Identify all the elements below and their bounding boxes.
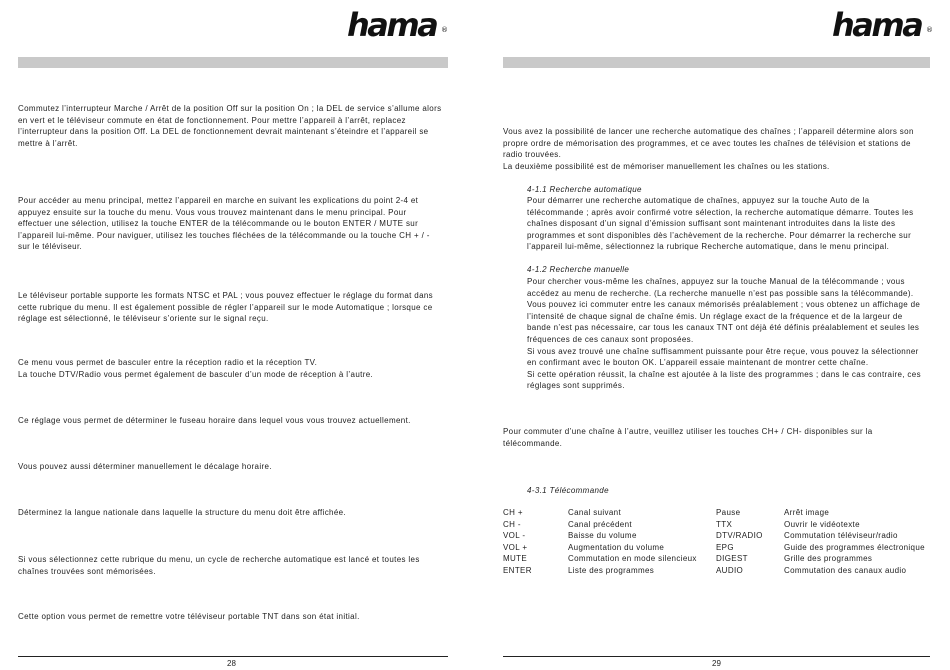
table-row [503, 553, 934, 565]
hama-logo: hama [832, 6, 922, 44]
registered-mark: ® [441, 26, 448, 34]
key-function: Commutation des canaux audio [784, 565, 907, 575]
auto-search-heading: 4-1.1 Recherche automatique [527, 185, 642, 194]
key-function: Liste des programmes [568, 565, 655, 575]
channel-switch-text: Pour commuter d’une chaîne à l’autre, veuillez utiliser les touches CH+ / CH- disponibles sur la télécommande. [503, 427, 873, 448]
power-switch-text: Commutez l’interrupteur Marche / Arrêt de la position Off sur la position On ; la DEL de service s’allume alors en vert et le téléviseur commute en état de fonctionnement. Pour mettre l’appareil à l’arrêt, replacez l’interrupteur dans la position Off. La DEL de fonctionnement devrait maintenant s’éteindre et l’appareil se mettre à l’arrêt. [18, 104, 442, 148]
key-name: EPG [716, 542, 734, 552]
key-name: DIGEST [716, 554, 748, 564]
key-name: VOL - [503, 531, 526, 541]
auto-search-menu-text: Si vous sélectionnez cette rubrique du menu, un cycle de recherche automatique est lancé et toutes les chaînes trouvées sont mémorisées. [18, 555, 420, 576]
table-row [503, 507, 934, 519]
key-function: Commutation téléviseur/radio [784, 531, 898, 541]
tv-format-text: Le téléviseur portable supporte les formats NTSC et PAL ; vous pouvez effectuer le réglage du format dans cette rubrique du menu. Il est également possible de régler l’appareil sur le mode Automatique ; lorsque ce réglage est sélectionné, le téléviseur s’oriente sur le signal reçu. [18, 291, 434, 324]
key-function: Augmentation du volume [568, 542, 665, 552]
header-bar [503, 57, 930, 68]
main-menu-text: Pour accéder au menu principal, mettez l’appareil en marche en suivant les explications du point 2-4 et appuyez ensuite sur la touche du menu. Vous vous trouvez maintenant dans le menu principal. Pour effectuer une sélection, utilisez la touche ENTER de la télécommande ou le bouton ENTER / MUTE sur l’appareil lui-même. Pour naviguer, utilisez les touches fléchées de la télécommande ou la touche CH + / - sur le téléviseur. [18, 196, 430, 252]
key-function: Grille des programmes [784, 554, 873, 564]
key-name: MUTE [503, 554, 528, 564]
registered-mark: ® [926, 26, 933, 34]
table-row [503, 519, 934, 531]
time-zone-text: Ce réglage vous permet de déterminer le fuseau horaire dans lequel vous vous trouvez actuellement. [18, 416, 411, 425]
key-name: VOL + [503, 542, 528, 552]
manual-search-heading: 4-1.2 Recherche manuelle [527, 265, 630, 274]
remote-key-table [503, 507, 934, 577]
table-row [503, 542, 934, 554]
manual-search-text: Pour chercher vous-même les chaînes, appuyez sur la touche Manual de la télécommande ; vous accédez au menu de recherche. (La recherche manuelle n’est pas possible sans la télécommande). Vous pouvez ici commuter entre les canaux mémorisés préalablement ; vous obtenez un affichage de l’intensité de chaque signal de chaîne émis. Un réglage exact de la fréquence et de la largeur de bande n’est pas nécessaire, car tous les canaux TNT ont déjà été définis préalablement et seules les fréquences de ces canaux sont proposées. Si vous avez trouvé une chaîne suffisamment puissante pour être reçue, vous pouvez la sélectionner en confirmant avec le bouton OK. L’appareil essaie maintenant de montrer cette chaîne. Si cette opération réussit, la chaîne est ajoutée à la liste des programmes ; dans le cas contraire, ces réglages sont supprimés. [527, 277, 921, 391]
page-number: 28 [227, 659, 236, 668]
table-row [503, 565, 934, 577]
key-function: Commutation en mode silencieux [568, 554, 697, 564]
key-name: TTX [716, 519, 733, 529]
key-name: CH + [503, 508, 523, 517]
key-function: Guide des programmes électronique [784, 542, 925, 552]
page-number: 29 [712, 659, 721, 668]
radio-tv-text: Ce menu vous permet de basculer entre la réception radio et la réception TV. La touche DTV/Radio vous permet également de basculer d’un mode de réception à l’autre. [18, 358, 374, 379]
key-function: Ouvrir le vidéotexte [784, 519, 860, 529]
auto-search-text: Pour démarrer une recherche automatique de chaînes, appuyez sur la touche Auto de la télécommande ; après avoir confirmé votre sélection, la recherche automatique démarre. Toutes les chaînes disposant d’un signal d’émission suffisant sont maintenant introduites dans la liste des programmes et sont disponibles dès l’achèvement de la recherche. Pour démarrer la recherche sur l’appareil lui-même, sélectionnez la rubrique Recherche automatique, dans le menu principal. [527, 196, 914, 252]
key-function: Arrêt image [784, 508, 830, 517]
menu-language-text: Déterminez la langue nationale dans laquelle la structure du menu doit être affichée. [18, 508, 347, 517]
time-offset-text: Vous pouvez aussi déterminer manuellement le décalage horaire. [18, 462, 272, 471]
hama-logo: hama [347, 6, 437, 44]
key-name: ENTER [503, 565, 532, 575]
table-row [503, 530, 934, 542]
key-name: AUDIO [716, 565, 744, 575]
key-name: DTV/RADIO [716, 531, 763, 541]
footer-rule [503, 656, 930, 657]
remote-heading: 4-3.1 Télécommande [527, 486, 609, 495]
key-function: Baisse du volume [568, 531, 637, 541]
key-function: Canal suivant [568, 508, 622, 517]
channel-search-intro: Vous avez la possibilité de lancer une recherche automatique des chaînes ; l’appareil détermine alors son propre ordre de mémorisation des programmes, et ce avec toutes les chaînes de télévision et stations de radio trouvées. La deuxième possibilité est de mémoriser manuellement les chaînes ou les stations. [503, 127, 914, 171]
key-function: Canal précédent [568, 519, 632, 529]
key-name: CH - [503, 519, 521, 529]
key-name: Pause [716, 508, 741, 517]
factory-reset-text: Cette option vous permet de remettre votre téléviseur portable TNT dans son état initial. [18, 612, 360, 621]
